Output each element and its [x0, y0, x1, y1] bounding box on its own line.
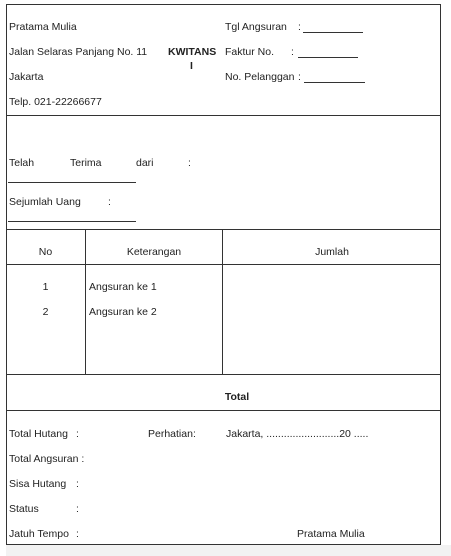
divider-table-body	[6, 374, 441, 375]
sejumlah-uang-label: Sejumlah Uang	[9, 196, 81, 208]
total-hutang-label: Total Hutang	[9, 428, 68, 440]
status-separator: :	[76, 503, 79, 515]
terima-label: Terima	[70, 157, 102, 169]
company-city: Jakarta	[9, 71, 44, 83]
telah-label: Telah	[9, 157, 35, 169]
table-row-keterangan: Angsuran ke 2	[89, 306, 157, 318]
total-hutang-separator: :	[76, 428, 79, 440]
faktur-field[interactable]	[298, 48, 358, 58]
sisa-hutang-separator: :	[76, 478, 79, 490]
divider-receipt	[6, 229, 441, 230]
total-label: Total	[224, 391, 250, 403]
page-shadow	[6, 545, 451, 556]
dari-separator: :	[188, 157, 191, 169]
document-title-wrap: I	[190, 60, 193, 72]
dari-label: dari	[136, 157, 154, 169]
tgl-angsuran-separator: :	[298, 21, 301, 33]
total-angsuran-label: Total Angsuran :	[9, 453, 85, 465]
jatuh-tempo-separator: :	[76, 528, 79, 540]
sisa-hutang-label: Sisa Hutang	[9, 478, 67, 490]
divider-total	[6, 410, 441, 411]
receipt-from-underline[interactable]	[8, 182, 136, 183]
table-row-no: 2	[42, 306, 49, 318]
jatuh-tempo-label: Jatuh Tempo	[9, 528, 69, 540]
table-row-no: 1	[42, 281, 49, 293]
divider-header	[6, 115, 441, 116]
place-date: Jakarta, .........................20 .....	[226, 428, 369, 440]
pelanggan-separator: :	[298, 71, 301, 83]
column-header-jumlah: Jumlah	[315, 246, 349, 258]
column-header-no: No	[38, 246, 53, 258]
company-address: Jalan Selaras Panjang No. 11	[9, 46, 148, 58]
signature-name: Pratama Mulia	[297, 528, 365, 540]
sejumlah-uang-separator: :	[108, 196, 111, 208]
table-row-keterangan: Angsuran ke 1	[89, 281, 157, 293]
faktur-label: Faktur No.	[225, 46, 275, 58]
amount-underline[interactable]	[8, 221, 136, 222]
company-name: Pratama Mulia	[9, 21, 77, 33]
faktur-separator: :	[291, 46, 294, 58]
status-label: Status	[9, 503, 39, 515]
divider-table-header	[6, 264, 441, 265]
document-title: KWITANS	[168, 46, 217, 58]
tgl-angsuran-label: Tgl Angsuran	[225, 21, 287, 33]
pelanggan-label: No. Pelanggan	[225, 71, 295, 83]
column-header-keterangan: Keterangan	[126, 246, 182, 258]
company-phone: Telp. 021-22266677	[9, 96, 102, 108]
perhatian-label: Perhatian:	[148, 428, 196, 440]
pelanggan-field[interactable]	[304, 73, 365, 83]
tgl-angsuran-field[interactable]	[303, 23, 363, 33]
